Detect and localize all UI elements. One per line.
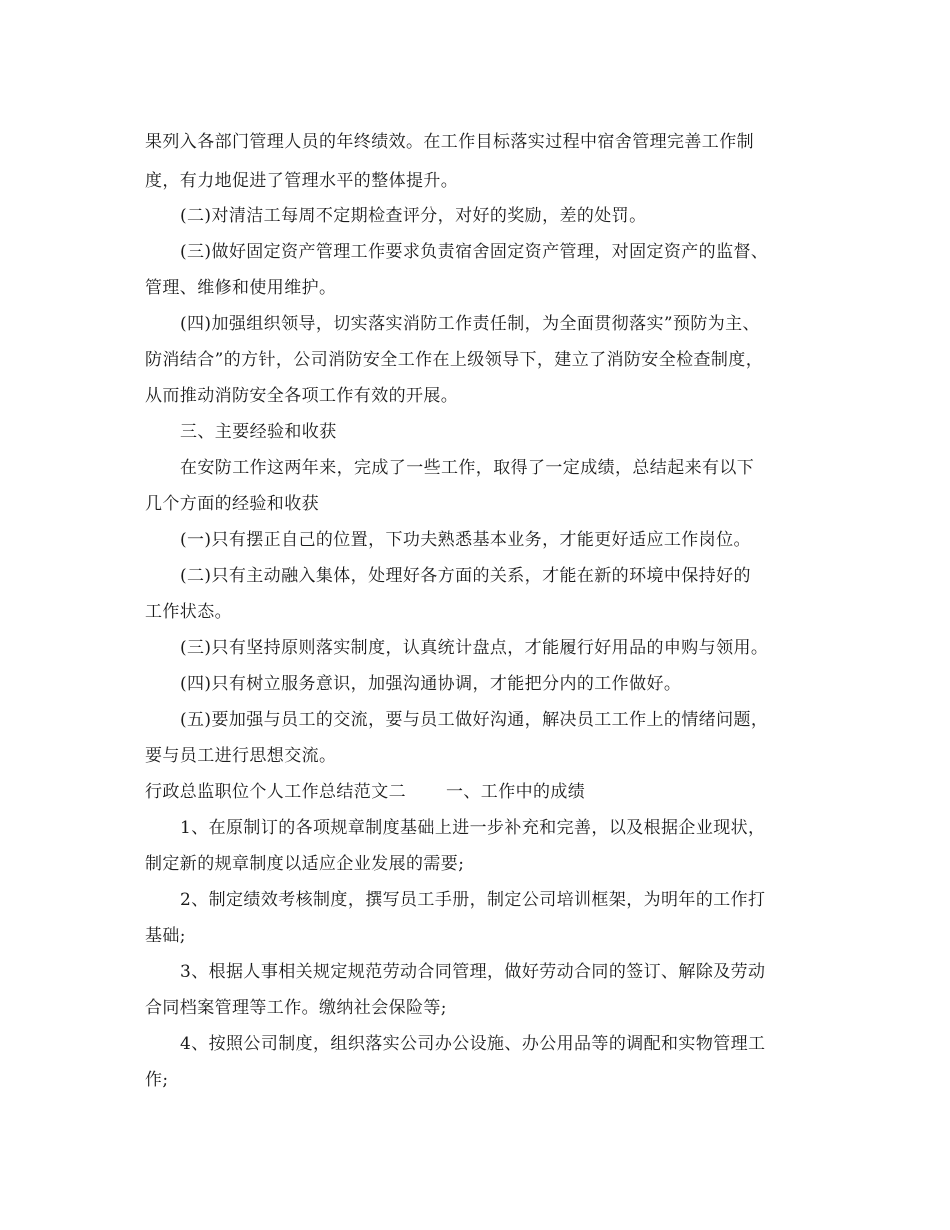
list-item-line: 3、根据人事相关规定规范劳动合同管理，做好劳动合同的签订、解除及劳动 bbox=[180, 962, 766, 982]
document-title: 行政总监职位个人工作总结范文二 bbox=[145, 782, 406, 802]
paragraph-line: (三)只有坚持原则落实制度，认真统计盘点，才能履行好用品的申购与领用。 bbox=[180, 638, 769, 658]
text-line: 果列入各部门管理人员的年终绩效。在工作目标落实过程中宿舍管理完善工作制 bbox=[145, 132, 754, 152]
text-line: 度，有力地促进了管理水平的整体提升。 bbox=[145, 171, 459, 191]
list-item-line: 4、按照公司制度，组织落实公司办公设施、办公用品等的调配和实物管理工 bbox=[180, 1034, 766, 1054]
section-heading: 一、工作中的成绩 bbox=[446, 782, 586, 802]
text-line: 几个方面的经验和收获 bbox=[145, 494, 319, 514]
paragraph-line: (四)加强组织领导，切实落实消防工作责任制，为全面贯彻落实”预防为主、 bbox=[180, 314, 760, 334]
section-heading: 三、主要经验和收获 bbox=[180, 422, 337, 442]
paragraph-line: (二)对清洁工每周不定期检查评分，对好的奖励，差的处罚。 bbox=[180, 206, 647, 226]
text-line: 管理、维修和使用维护。 bbox=[145, 278, 337, 298]
text-line: 合同档案管理等工作。缴纳社会保险等; bbox=[145, 998, 447, 1018]
text-line: 工作状态。 bbox=[145, 602, 232, 622]
paragraph-line: (三)做好固定资产管理工作要求负责宿舍固定资产管理，对固定资产的监督、 bbox=[180, 242, 769, 262]
text-line: 防消结合”的方针，公司消防安全工作在上级领导下，建立了消防安全检查制度， bbox=[145, 350, 764, 370]
text-line: 制定新的规章制度以适应企业发展的需要; bbox=[145, 854, 465, 874]
text-line: 基础; bbox=[145, 926, 186, 946]
paragraph-line: (一)只有摆正自己的位置，下功夫熟悉基本业务，才能更好适应工作岗位。 bbox=[180, 530, 751, 550]
list-item-line: 1、在原制订的各项规章制度基础上进一步补充和完善，以及根据企业现状， bbox=[180, 818, 766, 838]
paragraph-line: 在安防工作这两年来，完成了一些工作，取得了一定成绩，总结起来有以下 bbox=[180, 458, 755, 478]
list-item-line: 2、制定绩效考核制度，撰写员工手册，制定公司培训框架，为明年的工作打 bbox=[180, 890, 766, 910]
text-line: 作; bbox=[145, 1070, 169, 1090]
text-line: 要与员工进行思想交流。 bbox=[145, 746, 337, 766]
paragraph-line: (五)要加强与员工的交流，要与员工做好沟通，解决员工工作上的情绪问题， bbox=[180, 710, 769, 730]
document-title-line bbox=[145, 781, 815, 803]
paragraph-line: (二)只有主动融入集体，处理好各方面的关系，才能在新的环境中保持好的 bbox=[180, 566, 751, 586]
text-line: 从而推动消防安全各项工作有效的开展。 bbox=[145, 386, 459, 406]
paragraph-line: (四)只有树立服务意识，加强沟通协调，才能把分内的工作做好。 bbox=[180, 674, 682, 694]
